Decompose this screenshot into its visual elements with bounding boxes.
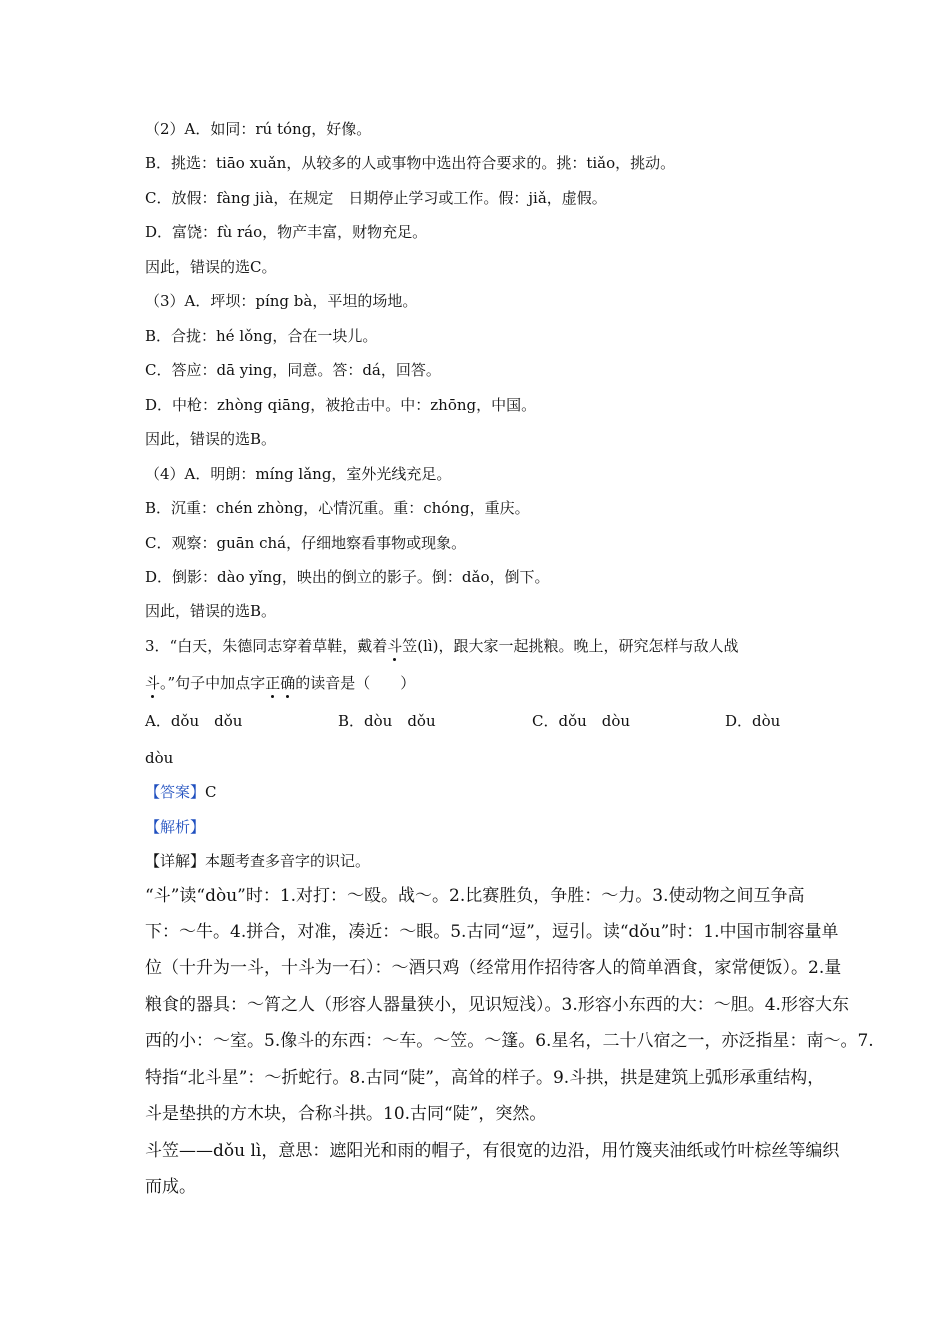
text-line: C．放假：fàng jià，在规定 日期停止学习或工作。假：jiǎ，虚假。 — [145, 189, 607, 207]
dotted-char: 斗 — [145, 674, 161, 692]
body-line: “斗”读“dòu”时：1.对打：～殴。战～。2.比赛胜负，争胜：～力。3.使动物之间互争高 — [145, 886, 805, 906]
detail-line — [145, 851, 810, 871]
text-line: 因此，错误的选B。 — [145, 602, 277, 620]
body-line: 粮食的器具：～筲之人（形容人器量狭小，见识短浅）。3.形容小东西的大：～胆。4.形容大东 — [145, 995, 849, 1015]
answer-value: C — [205, 783, 217, 801]
text-line: （4）A．明朗：míng lǎng，室外光线充足。 — [145, 465, 452, 483]
text-line: D．倒影：dào yǐng，映出的倒立的影子。倒：dǎo，倒下。 — [145, 568, 550, 586]
option-c: C．dǒu dòu — [532, 712, 631, 730]
option-d: D．dòu — [725, 712, 781, 730]
body-line: 而成。 — [145, 1177, 196, 1197]
option-d-wrap: dòu — [145, 749, 174, 767]
question-line-1 — [145, 636, 810, 656]
dotted-char: 确 — [280, 674, 296, 692]
body-line: 西的小：～室。5.像斗的东西：～车。～笠。～篷。6.星名，二十八宿之一，亦泛指星：南～。7. — [145, 1031, 874, 1051]
dotted-word — [265, 674, 295, 692]
analysis-tag: 【解析】 — [145, 818, 206, 836]
body-line: 下：～牛。4.拼合，对准，凑近：～眼。5.古同“逗”，逗引。读“dǒu”时：1.中国市制容量单 — [145, 922, 839, 942]
text-line: B．挑选：tiāo xuǎn，从较多的人或事物中选出符合要求的。挑：tiǎo，挑动。 — [145, 154, 676, 172]
text-line: 因此，错误的选C。 — [145, 258, 277, 276]
body-line: 位（十升为一斗，十斗为一石）：～酒只鸡（经常用作招待客人的简单酒食，家常便饭）。2.量 — [145, 958, 842, 978]
text-line: （2）A．如同：rú tóng，好像。 — [145, 120, 372, 138]
answer-tag: 【答案】 — [145, 783, 206, 801]
option-b: B．dòu dǒu — [338, 712, 436, 730]
detail-tag: 【详解】 — [145, 852, 206, 870]
detail-text: 本题考查多音字的识记。 — [205, 852, 371, 870]
text-line: D．富饶：fù ráo，物产丰富，财物充足。 — [145, 223, 428, 241]
text-line: D．中枪：zhòng qiāng，被抢击中。中：zhōng，中国。 — [145, 396, 537, 414]
text-line: B．合拢：hé lǒng，合在一块儿。 — [145, 327, 378, 345]
body-line: 特指“北斗星”：～折蛇行。8.古同“陡”，高耸的样子。9.斗拱，拱是建筑上弧形承重结构， — [145, 1068, 825, 1088]
text-line: C．观察：guān chá，仔细地察看事物或现象。 — [145, 534, 467, 552]
question-text: 笠(lì)，跟大家一起挑粮。晚上，研究怎样与敌人战 — [402, 637, 739, 655]
question-text: 。”句子中加点字 — [160, 674, 266, 692]
body-line: 斗笠——dǒu lì，意思：遮阳光和雨的帽子，有很宽的边沿，用竹篾夹油纸或竹叶棕丝等编织 — [145, 1141, 840, 1161]
text-line: C．答应：dā ying，同意。答：dá，回答。 — [145, 361, 441, 379]
question-text: 3．“白天，朱德同志穿着草鞋，戴着 — [145, 637, 388, 655]
question-line-2 — [145, 673, 810, 693]
option-a: A．dǒu dǒu — [145, 712, 243, 730]
question-text: 的读音是（ ） — [295, 674, 416, 692]
text-line: 因此，错误的选B。 — [145, 430, 277, 448]
text-line: B．沉重：chén zhòng，心情沉重。重：chóng，重庆。 — [145, 499, 530, 517]
text-line: （3）A．坪坝：píng bà，平坦的场地。 — [145, 292, 418, 310]
dotted-char: 斗 — [387, 637, 403, 655]
body-line: 斗是垫拱的方木块，合称斗拱。10.古同“陡”，突然。 — [145, 1104, 547, 1124]
dotted-char: 正 — [265, 674, 281, 692]
answer-line — [145, 782, 810, 802]
